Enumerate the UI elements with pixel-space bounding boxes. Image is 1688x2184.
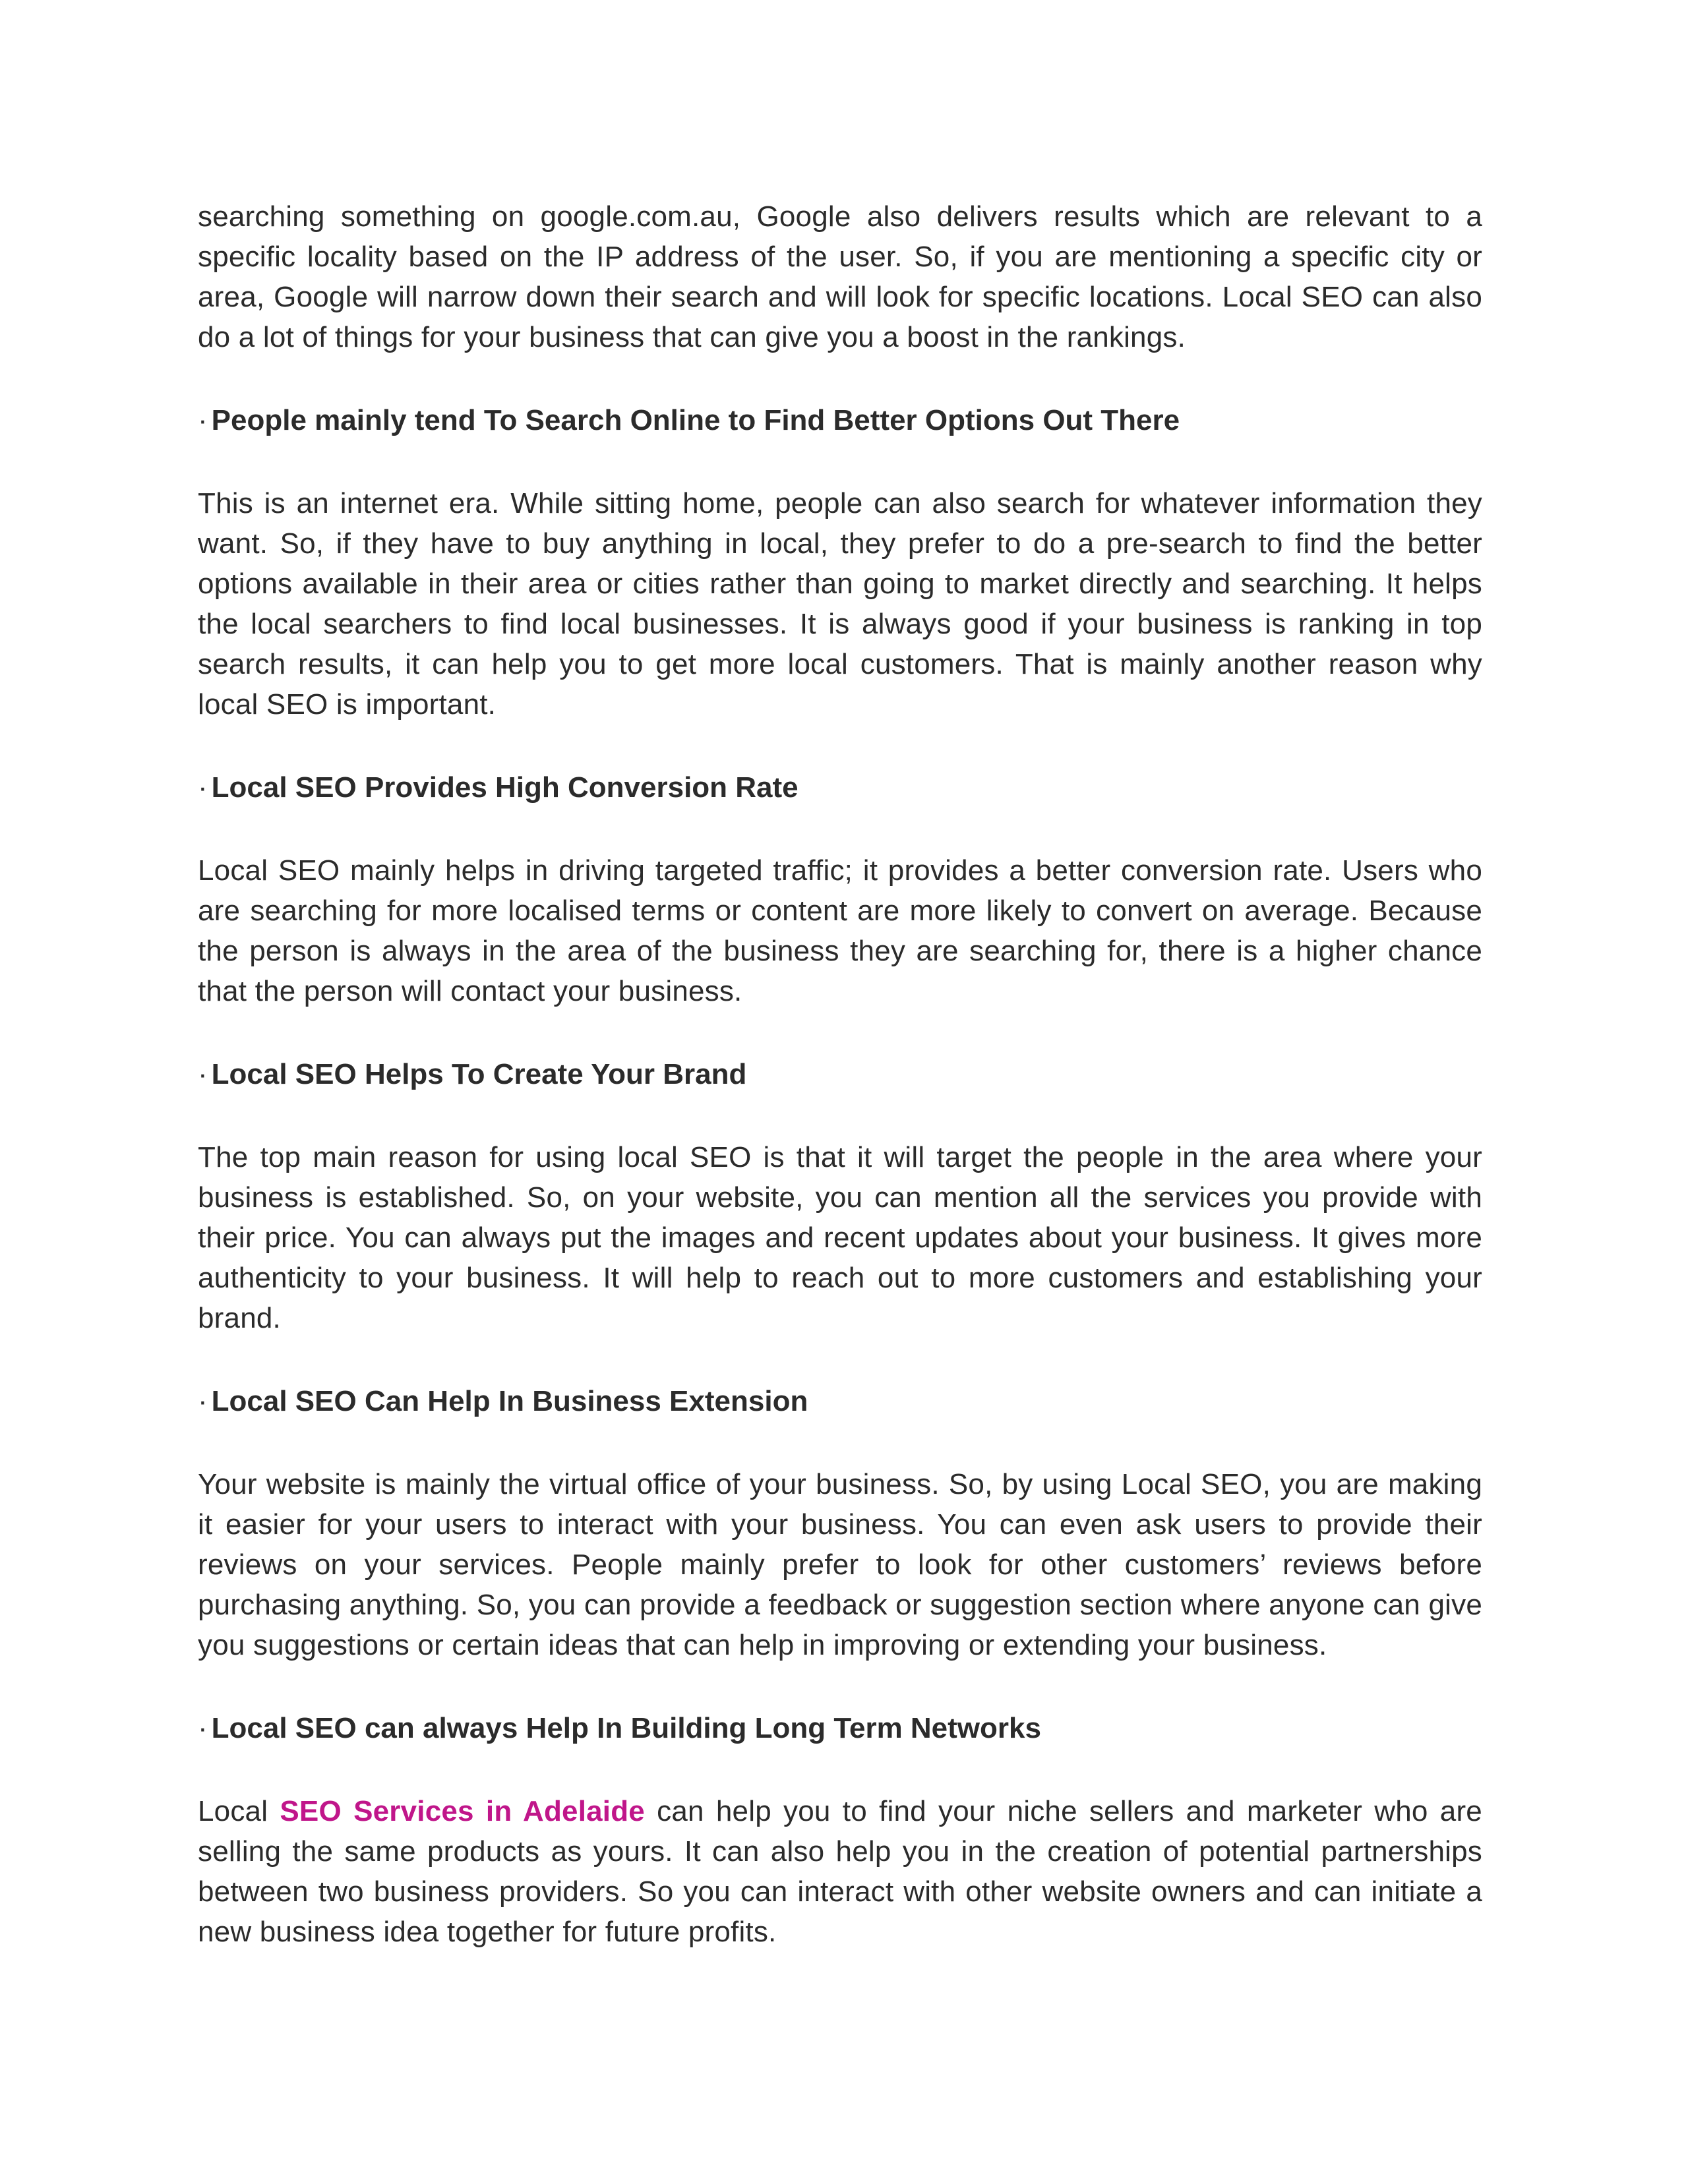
section-body-conversion-rate: Local SEO mainly helps in driving targeted traffic; it provides a better conversion rate. Users who are searching for more localised terms or content are more likely to convert on average. Because the person is always in the area of the business they are searching for, there is a higher chance that the person will contact your business. [198,854,1482,1007]
heading-text: Local SEO can always Help In Building Long Term Networks [211,1712,1041,1744]
section-heading-create-brand [198,1054,1482,1094]
section-body-long-term-networks [198,1791,1482,1952]
section-body-search-online: This is an internet era. While sitting home, people can also search for whatever information they want. So, if they have to buy anything in local, they prefer to do a pre-search to find the better options available in their area or cities rather than going to market directly and searching. It helps the local searchers to find local businesses. It is always good if your business is ranking in top search results, it can help you to get more local customers. That is mainly another reason why local SEO is important. [198,487,1482,721]
body-prefix: Local [198,1795,280,1827]
bullet-glyph: · [198,1058,208,1090]
spacer [198,1338,1482,1381]
heading-text: People mainly tend To Search Online to Find Better Options Out There [211,404,1180,436]
intro-paragraph: searching something on google.com.au, Google also delivers results which are relevant to a specific locality based on the IP address of the user. So, if you are mentioning a specific city or area, Google will narrow down their search and will look for specific locations. Local SEO can also do a lot of things for your business that can give you a boost in the rankings. [198,200,1482,353]
document-page [198,196,1482,1952]
body-suffix: can help you to find your niche sellers and marketer who are selling the same products as yours. It can also help you in the creation of potential partnerships between two business providers. So you can interact with other website owners and can initiate a new business idea together for future profits. [198,1795,1482,1948]
heading-text: Local SEO Provides High Conversion Rate [211,771,799,804]
seo-services-adelaide-link[interactable]: SEO Services in Adelaide [280,1795,645,1827]
section-heading-conversion-rate [198,767,1482,808]
heading-text: Local SEO Helps To Create Your Brand [211,1058,747,1090]
bullet-glyph: · [198,1712,208,1744]
section-body-create-brand: The top main reason for using local SEO is that it will target the people in the area where your business is established. So, on your website, you can mention all the services you provide with their price. You can always put the images and recent updates about your business. It gives more authenticity to your business. It will help to reach out to more customers and establishing your brand. [198,1141,1482,1334]
section-heading-long-term-networks [198,1708,1482,1748]
bullet-glyph: · [198,1385,208,1417]
spacer [198,1094,1482,1137]
spacer [198,1748,1482,1791]
spacer [198,808,1482,850]
section-heading-search-online [198,400,1482,440]
spacer [198,1421,1482,1464]
bullet-glyph: · [198,771,208,804]
spacer [198,1665,1482,1708]
section-body-business-extension: Your website is mainly the virtual office of your business. So, by using Local SEO, you are making it easier for your users to interact with your business. You can even ask users to provide their reviews on your services. People mainly prefer to look for other customers’ reviews before purchasing anything. So, you can provide a feedback or suggestion section where anyone can give you suggestions or certain ideas that can help in improving or extending your business. [198,1468,1482,1661]
section-heading-business-extension [198,1381,1482,1421]
spacer [198,1011,1482,1054]
spacer [198,440,1482,483]
bullet-glyph: · [198,404,208,436]
spacer [198,724,1482,767]
spacer [198,357,1482,400]
heading-text: Local SEO Can Help In Business Extension [211,1385,808,1417]
